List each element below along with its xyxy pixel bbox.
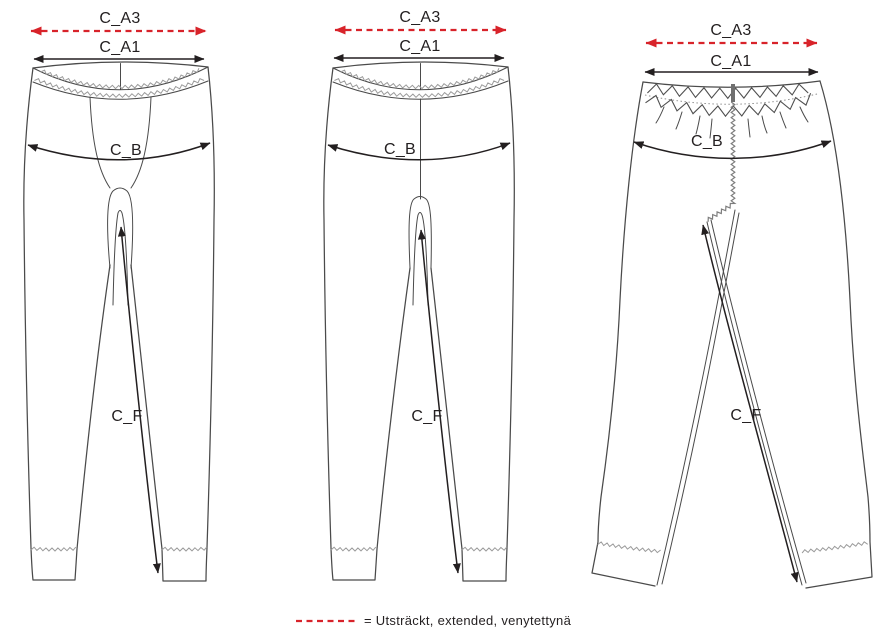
label-stretched-width: C_A3 [399, 9, 441, 26]
elastic-zigzag-bottom [646, 93, 811, 116]
cuff-stitch-left [31, 547, 76, 551]
pant-outline-right-leg [131, 67, 214, 581]
label-waist-width: C_A1 [710, 53, 752, 70]
inseam-length-arrow [121, 227, 158, 573]
inseam-length-arrow [421, 230, 458, 573]
cuff-stitch-right [162, 547, 207, 551]
pant-outline-right-leg [431, 67, 514, 581]
waistband-bottom-stitch [34, 79, 204, 98]
label-hip-width: C_B [109, 142, 143, 159]
label-hip-width: C_B [383, 141, 417, 158]
legend [296, 613, 572, 628]
label-inseam-length: C_F [411, 408, 443, 425]
label-inseam-length: C_F [111, 408, 143, 425]
waistband-inner-stitch [340, 68, 499, 88]
label-stretched-width: C_A3 [99, 10, 141, 27]
pant-outline-left-leg [24, 68, 110, 580]
crotch-inseam-peak [413, 213, 428, 306]
label-waist-width: C_A1 [399, 38, 441, 55]
inseam-right-line-2 [711, 220, 806, 583]
label-waist-width: C_A1 [99, 39, 141, 56]
inseam-left-line-1 [657, 210, 735, 585]
front-panel-seam-left [90, 97, 110, 188]
cuff-stitch-left [598, 542, 661, 553]
view-front-fly [24, 10, 215, 581]
crotch-inseam-peak [113, 211, 128, 306]
view-back-gathered [592, 22, 872, 588]
fly-opening [108, 188, 133, 268]
inseam-right-line-1 [707, 222, 802, 585]
inseam-left-line-2 [662, 213, 739, 584]
cuff-stitch-right [462, 547, 507, 551]
pant-outline-left-leg [592, 82, 655, 586]
label-inseam-length: C_F [730, 407, 762, 424]
pant-outline-right-leg [806, 81, 872, 588]
cuff-stitch-left [331, 547, 376, 551]
crotch-gusset [409, 197, 431, 269]
cuff-stitch-right [802, 542, 868, 553]
waistband-inner-stitch [40, 68, 199, 88]
hip-width-arrow [328, 143, 510, 160]
inseam-length-arrow [703, 225, 797, 582]
label-hip-width: C_B [690, 133, 724, 150]
elastic-zigzag-top [647, 84, 808, 98]
legend-label: = Utsträckt, extended, venytettynä [364, 613, 572, 628]
label-stretched-width: C_A3 [710, 22, 752, 39]
waistband-bottom-stitch [334, 79, 504, 98]
view-front-plain [324, 9, 515, 581]
